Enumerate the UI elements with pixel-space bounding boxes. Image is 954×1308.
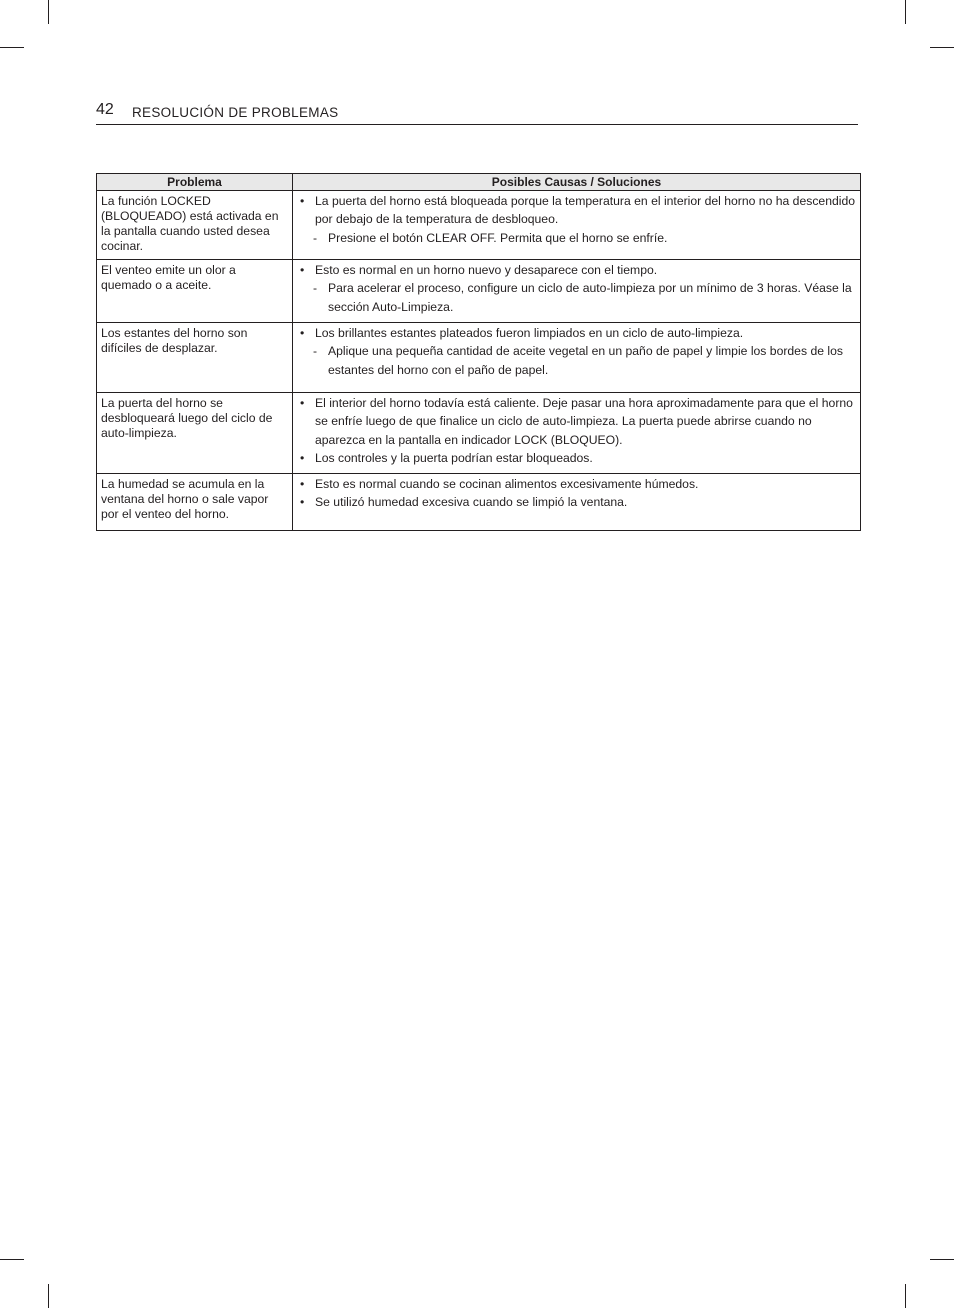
solution-bullet: [297, 324, 856, 342]
solution-bullet: [297, 394, 856, 449]
crop-mark: [905, 0, 906, 24]
table-row: [97, 323, 861, 393]
problem-cell: La puerta del horno se desbloqueará luego del ciclo de auto-limpieza.: [97, 393, 293, 474]
solution-cell: [293, 474, 861, 531]
bullet-marker: •: [300, 194, 305, 208]
solution-bullet: [297, 261, 856, 279]
solution-text: Los brillantes estantes plateados fueron limpiados en un ciclo de auto-limpieza.: [315, 326, 744, 340]
problem-cell: La función LOCKED (BLOQUEADO) está activada en la pantalla cuando usted desea cocinar.: [97, 191, 293, 260]
solution-cell: [293, 393, 861, 474]
solution-text: La puerta del horno está bloqueada porque la temperatura en el interior del horno no ha descendido por debajo de la temperatura de desbloqueo.: [315, 194, 856, 227]
solution-bullet: [297, 493, 856, 511]
bullet-marker: •: [300, 450, 305, 465]
page-header: [96, 100, 858, 125]
solution-cell: [293, 260, 861, 323]
solution-text: Esto es normal cuando se cocinan alimentos excesivamente húmedos.: [315, 477, 699, 491]
problem-cell: Los estantes del horno son difíciles de desplazar.: [97, 323, 293, 393]
crop-mark: [930, 47, 954, 48]
bullet-marker: •: [300, 326, 305, 340]
solution-text: Para acelerar el proceso, configure un ciclo de auto-limpieza por un mínimo de 3 horas. Véase la sección Auto-Limpieza.: [328, 281, 852, 314]
section-title: RESOLUCIÓN DE PROBLEMAS: [132, 105, 339, 120]
table-row: [97, 393, 861, 474]
crop-mark: [930, 1259, 954, 1260]
bullet-marker: •: [300, 495, 305, 510]
solution-text: Presione el botón CLEAR OFF. Permita que el horno se enfríe.: [328, 230, 668, 245]
bullet-marker: •: [300, 477, 305, 491]
solution-subitem: [297, 342, 856, 379]
solution-subitem: [297, 229, 856, 247]
dash-marker: -: [313, 344, 318, 359]
problem-cell: El venteo emite un olor a quemado o a aceite.: [97, 260, 293, 323]
column-header-problem: Problema: [97, 174, 293, 191]
crop-mark: [0, 47, 24, 48]
column-header-solutions: Posibles Causas / Soluciones: [293, 174, 861, 191]
solution-bullet: [297, 449, 856, 467]
page-number: 42: [96, 101, 114, 118]
table-row: [97, 191, 861, 260]
bullet-marker: •: [300, 396, 305, 410]
solution-cell: [293, 191, 861, 260]
dash-marker: -: [313, 281, 318, 296]
solution-text: Esto es normal en un horno nuevo y desaparece con el tiempo.: [315, 263, 658, 277]
bullet-marker: •: [300, 263, 305, 277]
troubleshooting-table: [96, 173, 861, 531]
solution-text: Los controles y la puerta podrían estar bloqueados.: [315, 450, 593, 465]
solution-bullet: [297, 192, 856, 229]
solution-subitem: [297, 279, 856, 316]
crop-mark: [0, 1259, 24, 1260]
solution-cell: [293, 323, 861, 393]
solution-text: Aplique una pequeña cantidad de aceite vegetal en un paño de papel y limpie los bordes de los estantes del horno con el paño de papel.: [328, 344, 843, 377]
solution-bullet: [297, 475, 856, 493]
table-row: [97, 260, 861, 323]
dash-marker: -: [313, 230, 318, 245]
problem-cell: La humedad se acumula en la ventana del horno o sale vapor por el venteo del horno.: [97, 474, 293, 531]
solution-text: El interior del horno todavía está caliente. Deje pasar una hora aproximadamente para que el horno se enfríe luego de que finalice un ciclo de auto-limpieza. La puerta puede abrirse cuando no aparezca en la pantalla en indicador LOCK (BLOQUEO).: [315, 396, 853, 447]
crop-mark: [48, 1284, 49, 1308]
crop-mark: [905, 1284, 906, 1308]
crop-mark: [48, 0, 49, 24]
table-header-row: [97, 174, 861, 191]
solution-text: Se utilizó humedad excesiva cuando se limpió la ventana.: [315, 495, 628, 510]
table-row: [97, 474, 861, 531]
